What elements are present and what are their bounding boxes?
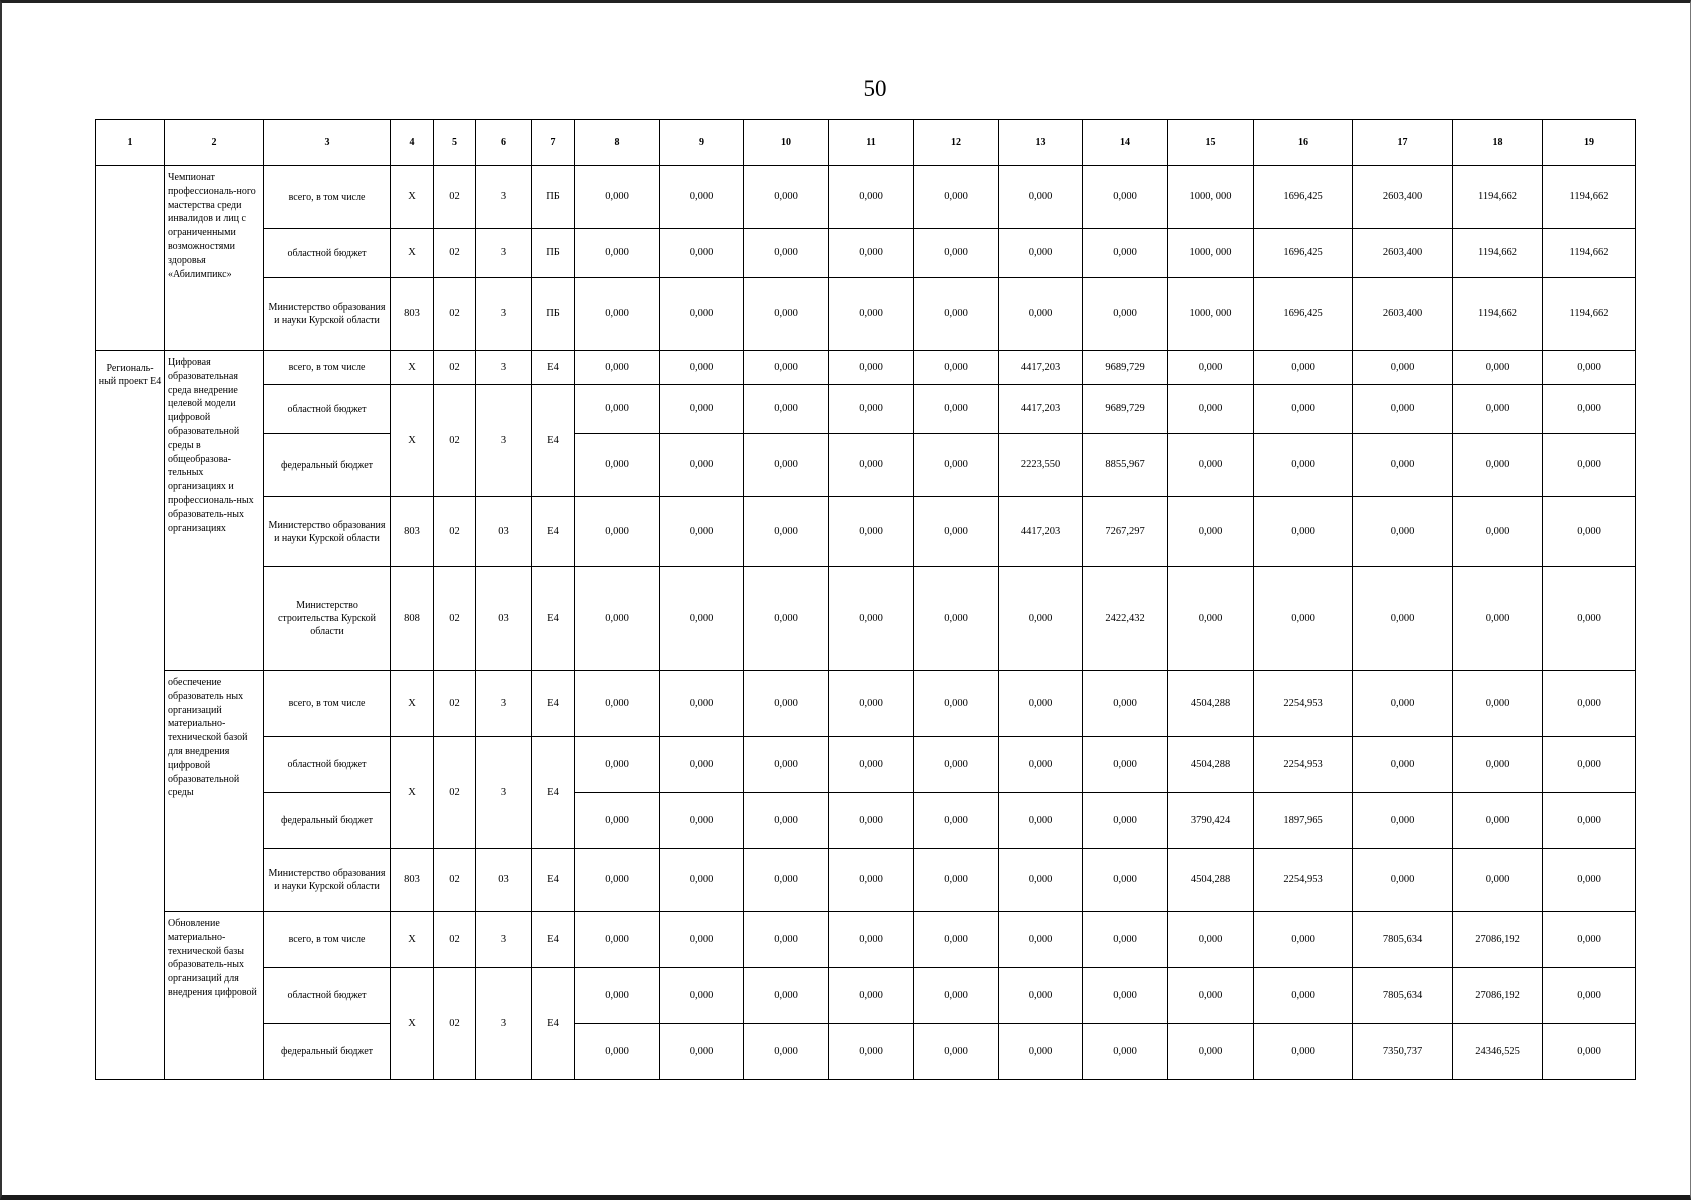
value-col-19: 0,000: [1543, 497, 1636, 567]
value-col-11: 0,000: [829, 434, 914, 497]
value-col-16: 1897,965: [1254, 793, 1353, 849]
code-c6: 3: [476, 737, 532, 849]
value-col-15: 1000, 000: [1168, 278, 1254, 351]
value-col-14: 0,000: [1083, 737, 1168, 793]
value-col-16: 1696,425: [1254, 229, 1353, 278]
value-col-9: 0,000: [660, 385, 744, 434]
value-col-18: 0,000: [1453, 737, 1543, 793]
value-col-17: 0,000: [1353, 434, 1453, 497]
value-col-14: 9689,729: [1083, 385, 1168, 434]
funding-source: областной бюджет: [264, 968, 391, 1024]
code-c5: 02: [434, 278, 476, 351]
value-col-13: 0,000: [999, 166, 1083, 229]
value-col-8: 0,000: [575, 497, 660, 567]
code-c5: 02: [434, 567, 476, 671]
value-col-8: 0,000: [575, 849, 660, 912]
table-row: [96, 737, 1636, 793]
value-col-12: 0,000: [914, 229, 999, 278]
code-c4: X: [391, 166, 434, 229]
funding-source: всего, в том числе: [264, 671, 391, 737]
value-col-10: 0,000: [744, 1024, 829, 1080]
value-col-8: 0,000: [575, 671, 660, 737]
header-cell-17: 17: [1353, 120, 1453, 166]
funding-source: Министерство строительства Курской области: [264, 567, 391, 671]
code-c6: 3: [476, 166, 532, 229]
code-c4: 803: [391, 849, 434, 912]
header-cell-7: 7: [532, 120, 575, 166]
header-cell-18: 18: [1453, 120, 1543, 166]
value-col-19: 1194,662: [1543, 278, 1636, 351]
code-c4: X: [391, 385, 434, 497]
funding-source: областной бюджет: [264, 229, 391, 278]
header-cell-4: 4: [391, 120, 434, 166]
header-cell-1: 1: [96, 120, 165, 166]
value-col-19: 0,000: [1543, 968, 1636, 1024]
value-col-12: 0,000: [914, 671, 999, 737]
value-col-9: 0,000: [660, 351, 744, 385]
value-col-18: 27086,192: [1453, 968, 1543, 1024]
code-c4: X: [391, 671, 434, 737]
header-cell-5: 5: [434, 120, 476, 166]
value-col-14: 0,000: [1083, 793, 1168, 849]
value-col-8: 0,000: [575, 1024, 660, 1080]
value-col-19: 0,000: [1543, 793, 1636, 849]
value-col-12: 0,000: [914, 912, 999, 968]
page-number: 50: [863, 76, 887, 101]
value-col-12: 0,000: [914, 351, 999, 385]
funding-source: областной бюджет: [264, 737, 391, 793]
header-cell-16: 16: [1254, 120, 1353, 166]
value-col-10: 0,000: [744, 434, 829, 497]
value-col-13: 0,000: [999, 229, 1083, 278]
value-col-9: 0,000: [660, 671, 744, 737]
value-col-13: 4417,203: [999, 385, 1083, 434]
value-col-9: 0,000: [660, 793, 744, 849]
value-col-19: 0,000: [1543, 434, 1636, 497]
code-c6: 3: [476, 385, 532, 497]
value-col-17: 0,000: [1353, 737, 1453, 793]
value-col-11: 0,000: [829, 351, 914, 385]
value-col-12: 0,000: [914, 434, 999, 497]
value-col-9: 0,000: [660, 434, 744, 497]
value-col-15: 0,000: [1168, 1024, 1254, 1080]
value-col-8: 0,000: [575, 912, 660, 968]
value-col-8: 0,000: [575, 351, 660, 385]
funding-source: федеральный бюджет: [264, 1024, 391, 1080]
activity-title: Чемпионат профессиональ-ного мастерства среди инвалидов и лиц с ограниченными возможностями здоровья «Абилимпикс»: [165, 166, 264, 351]
table-row: [96, 434, 1636, 497]
value-col-19: 1194,662: [1543, 229, 1636, 278]
header-cell-19: 19: [1543, 120, 1636, 166]
value-col-16: 0,000: [1254, 1024, 1353, 1080]
value-col-9: 0,000: [660, 166, 744, 229]
value-col-19: 0,000: [1543, 351, 1636, 385]
value-col-19: 0,000: [1543, 1024, 1636, 1080]
project-cell: Региональ-ный проект Е4: [96, 351, 165, 1080]
value-col-19: 0,000: [1543, 737, 1636, 793]
table-row: [96, 166, 1636, 229]
value-col-16: 0,000: [1254, 567, 1353, 671]
value-col-15: 4504,288: [1168, 671, 1254, 737]
value-col-19: 0,000: [1543, 385, 1636, 434]
code-c4: 808: [391, 567, 434, 671]
value-col-10: 0,000: [744, 671, 829, 737]
value-col-10: 0,000: [744, 351, 829, 385]
value-col-12: 0,000: [914, 278, 999, 351]
table-row: [96, 968, 1636, 1024]
value-col-8: 0,000: [575, 567, 660, 671]
header-cell-12: 12: [914, 120, 999, 166]
value-col-10: 0,000: [744, 737, 829, 793]
value-col-18: 0,000: [1453, 671, 1543, 737]
value-col-12: 0,000: [914, 1024, 999, 1080]
value-col-19: 0,000: [1543, 849, 1636, 912]
code-c6: 03: [476, 849, 532, 912]
funding-source: всего, в том числе: [264, 351, 391, 385]
value-col-9: 0,000: [660, 567, 744, 671]
value-col-16: 2254,953: [1254, 671, 1353, 737]
value-col-8: 0,000: [575, 434, 660, 497]
value-col-15: 4504,288: [1168, 737, 1254, 793]
funding-source: Министерство образования и науки Курской области: [264, 497, 391, 567]
value-col-18: 0,000: [1453, 497, 1543, 567]
value-col-18: 1194,662: [1453, 229, 1543, 278]
value-col-10: 0,000: [744, 229, 829, 278]
value-col-16: 0,000: [1254, 385, 1353, 434]
value-col-13: 0,000: [999, 278, 1083, 351]
code-c4: X: [391, 351, 434, 385]
code-c7: ПБ: [532, 278, 575, 351]
value-col-11: 0,000: [829, 166, 914, 229]
value-col-19: 0,000: [1543, 567, 1636, 671]
value-col-10: 0,000: [744, 968, 829, 1024]
value-col-18: 1194,662: [1453, 166, 1543, 229]
header-cell-6: 6: [476, 120, 532, 166]
code-c5: 02: [434, 671, 476, 737]
value-col-14: 0,000: [1083, 671, 1168, 737]
value-col-17: 2603,400: [1353, 166, 1453, 229]
value-col-14: 0,000: [1083, 229, 1168, 278]
value-col-8: 0,000: [575, 737, 660, 793]
value-col-13: 0,000: [999, 567, 1083, 671]
funding-source: Министерство образования и науки Курской области: [264, 849, 391, 912]
code-c4: 803: [391, 497, 434, 567]
code-c4: X: [391, 737, 434, 849]
header-cell-10: 10: [744, 120, 829, 166]
value-col-14: 7267,297: [1083, 497, 1168, 567]
value-col-16: 0,000: [1254, 351, 1353, 385]
value-col-13: 4417,203: [999, 497, 1083, 567]
code-c5: 02: [434, 166, 476, 229]
code-c6: 3: [476, 671, 532, 737]
code-c7: Е4: [532, 671, 575, 737]
value-col-11: 0,000: [829, 737, 914, 793]
value-col-18: 0,000: [1453, 385, 1543, 434]
project-cell: [96, 166, 165, 351]
table-row: [96, 793, 1636, 849]
value-col-15: 1000, 000: [1168, 166, 1254, 229]
value-col-18: 27086,192: [1453, 912, 1543, 968]
value-col-15: 4504,288: [1168, 849, 1254, 912]
value-col-14: 0,000: [1083, 1024, 1168, 1080]
value-col-14: 9689,729: [1083, 351, 1168, 385]
value-col-12: 0,000: [914, 385, 999, 434]
value-col-17: 2603,400: [1353, 229, 1453, 278]
code-c6: 03: [476, 497, 532, 567]
activity-title: Цифровая образовательная среда внедрение целевой модели цифровой образовательной среды в общеобразова-тельных организациях и профессиональ-ных образователь-ных организациях: [165, 351, 264, 671]
value-col-11: 0,000: [829, 1024, 914, 1080]
value-col-15: 3790,424: [1168, 793, 1254, 849]
value-col-13: 2223,550: [999, 434, 1083, 497]
value-col-14: 0,000: [1083, 849, 1168, 912]
value-col-18: 1194,662: [1453, 278, 1543, 351]
value-col-17: 0,000: [1353, 385, 1453, 434]
value-col-13: 4417,203: [999, 351, 1083, 385]
funding-source: федеральный бюджет: [264, 434, 391, 497]
table-row: [96, 229, 1636, 278]
value-col-15: 0,000: [1168, 912, 1254, 968]
value-col-17: 7805,634: [1353, 912, 1453, 968]
value-col-11: 0,000: [829, 385, 914, 434]
code-c7: Е4: [532, 385, 575, 497]
value-col-17: 0,000: [1353, 497, 1453, 567]
value-col-9: 0,000: [660, 737, 744, 793]
value-col-16: 1696,425: [1254, 278, 1353, 351]
code-c7: Е4: [532, 737, 575, 849]
value-col-11: 0,000: [829, 278, 914, 351]
code-c4: X: [391, 229, 434, 278]
code-c7: Е4: [532, 912, 575, 968]
value-col-9: 0,000: [660, 1024, 744, 1080]
value-col-15: 0,000: [1168, 968, 1254, 1024]
value-col-13: 0,000: [999, 793, 1083, 849]
header-cell-3: 3: [264, 120, 391, 166]
value-col-19: 0,000: [1543, 912, 1636, 968]
value-col-18: 0,000: [1453, 434, 1543, 497]
value-col-18: 0,000: [1453, 567, 1543, 671]
code-c5: 02: [434, 229, 476, 278]
value-col-8: 0,000: [575, 166, 660, 229]
table-body: [96, 120, 1636, 1080]
value-col-10: 0,000: [744, 385, 829, 434]
code-c7: Е4: [532, 968, 575, 1080]
value-col-15: 0,000: [1168, 385, 1254, 434]
code-c7: ПБ: [532, 166, 575, 229]
code-c6: 3: [476, 278, 532, 351]
value-col-10: 0,000: [744, 849, 829, 912]
value-col-18: 0,000: [1453, 351, 1543, 385]
code-c7: Е4: [532, 351, 575, 385]
value-col-12: 0,000: [914, 497, 999, 567]
table-row: [96, 671, 1636, 737]
value-col-12: 0,000: [914, 849, 999, 912]
value-col-15: 0,000: [1168, 497, 1254, 567]
value-col-14: 0,000: [1083, 968, 1168, 1024]
value-col-11: 0,000: [829, 671, 914, 737]
value-col-17: 0,000: [1353, 671, 1453, 737]
value-col-15: 0,000: [1168, 351, 1254, 385]
value-col-17: 7805,634: [1353, 968, 1453, 1024]
value-col-10: 0,000: [744, 567, 829, 671]
code-c5: 02: [434, 351, 476, 385]
value-col-13: 0,000: [999, 671, 1083, 737]
value-col-13: 0,000: [999, 737, 1083, 793]
value-col-16: 0,000: [1254, 434, 1353, 497]
funding-source: всего, в том числе: [264, 166, 391, 229]
value-col-16: 1696,425: [1254, 166, 1353, 229]
code-c6: 03: [476, 567, 532, 671]
value-col-18: 24346,525: [1453, 1024, 1543, 1080]
value-col-15: 0,000: [1168, 567, 1254, 671]
value-col-17: 0,000: [1353, 567, 1453, 671]
value-col-9: 0,000: [660, 278, 744, 351]
table-row: [96, 351, 1636, 385]
header-cell-9: 9: [660, 120, 744, 166]
header-row: [96, 120, 1636, 166]
value-col-17: 0,000: [1353, 351, 1453, 385]
value-col-8: 0,000: [575, 229, 660, 278]
value-col-12: 0,000: [914, 567, 999, 671]
value-col-14: 0,000: [1083, 278, 1168, 351]
value-col-8: 0,000: [575, 968, 660, 1024]
funding-source: областной бюджет: [264, 385, 391, 434]
table-row: [96, 1024, 1636, 1080]
activity-title: Обновление материально-технической базы образователь-ных организаций для внедрения цифровой: [165, 912, 264, 1080]
value-col-8: 0,000: [575, 793, 660, 849]
table-row: [96, 912, 1636, 968]
value-col-10: 0,000: [744, 793, 829, 849]
value-col-16: 2254,953: [1254, 849, 1353, 912]
code-c5: 02: [434, 385, 476, 497]
header-cell-15: 15: [1168, 120, 1254, 166]
value-col-13: 0,000: [999, 849, 1083, 912]
code-c7: Е4: [532, 567, 575, 671]
code-c4: 803: [391, 278, 434, 351]
value-col-18: 0,000: [1453, 849, 1543, 912]
code-c5: 02: [434, 912, 476, 968]
value-col-9: 0,000: [660, 912, 744, 968]
table-row: [96, 849, 1636, 912]
code-c6: 3: [476, 912, 532, 968]
value-col-19: 1194,662: [1543, 166, 1636, 229]
value-col-13: 0,000: [999, 912, 1083, 968]
value-col-10: 0,000: [744, 912, 829, 968]
value-col-14: 0,000: [1083, 912, 1168, 968]
value-col-11: 0,000: [829, 793, 914, 849]
value-col-17: 0,000: [1353, 793, 1453, 849]
value-col-8: 0,000: [575, 385, 660, 434]
table-row: [96, 385, 1636, 434]
value-col-11: 0,000: [829, 968, 914, 1024]
value-col-11: 0,000: [829, 497, 914, 567]
value-col-11: 0,000: [829, 229, 914, 278]
value-col-16: 0,000: [1254, 968, 1353, 1024]
value-col-11: 0,000: [829, 849, 914, 912]
code-c5: 02: [434, 737, 476, 849]
code-c5: 02: [434, 497, 476, 567]
value-col-15: 0,000: [1168, 434, 1254, 497]
value-col-15: 1000, 000: [1168, 229, 1254, 278]
value-col-10: 0,000: [744, 166, 829, 229]
header-cell-11: 11: [829, 120, 914, 166]
code-c7: Е4: [532, 497, 575, 567]
header-cell-2: 2: [165, 120, 264, 166]
code-c6: 3: [476, 229, 532, 278]
value-col-17: 0,000: [1353, 849, 1453, 912]
value-col-13: 0,000: [999, 968, 1083, 1024]
value-col-11: 0,000: [829, 567, 914, 671]
code-c6: 3: [476, 351, 532, 385]
header-cell-13: 13: [999, 120, 1083, 166]
value-col-10: 0,000: [744, 278, 829, 351]
value-col-12: 0,000: [914, 793, 999, 849]
value-col-16: 0,000: [1254, 912, 1353, 968]
value-col-9: 0,000: [660, 968, 744, 1024]
value-col-17: 2603,400: [1353, 278, 1453, 351]
code-c7: ПБ: [532, 229, 575, 278]
header-cell-8: 8: [575, 120, 660, 166]
value-col-16: 2254,953: [1254, 737, 1353, 793]
table-row: [96, 497, 1636, 567]
value-col-12: 0,000: [914, 166, 999, 229]
code-c7: Е4: [532, 849, 575, 912]
activity-title: обеспечение образователь ных организаций материально-технической базой для внедрения цифровой образовательной среды: [165, 671, 264, 912]
value-col-14: 2422,432: [1083, 567, 1168, 671]
value-col-12: 0,000: [914, 737, 999, 793]
value-col-9: 0,000: [660, 849, 744, 912]
value-col-13: 0,000: [999, 1024, 1083, 1080]
code-c5: 02: [434, 849, 476, 912]
value-col-9: 0,000: [660, 497, 744, 567]
value-col-8: 0,000: [575, 278, 660, 351]
funding-source: федеральный бюджет: [264, 793, 391, 849]
code-c4: X: [391, 912, 434, 968]
value-col-14: 0,000: [1083, 166, 1168, 229]
funding-source: всего, в том числе: [264, 912, 391, 968]
value-col-11: 0,000: [829, 912, 914, 968]
value-col-14: 8855,967: [1083, 434, 1168, 497]
budget-table: [95, 119, 1636, 1080]
code-c5: 02: [434, 968, 476, 1080]
value-col-10: 0,000: [744, 497, 829, 567]
code-c4: X: [391, 968, 434, 1080]
value-col-17: 7350,737: [1353, 1024, 1453, 1080]
value-col-9: 0,000: [660, 229, 744, 278]
header-cell-14: 14: [1083, 120, 1168, 166]
value-col-16: 0,000: [1254, 497, 1353, 567]
table-row: [96, 567, 1636, 671]
table-row: [96, 278, 1636, 351]
value-col-19: 0,000: [1543, 671, 1636, 737]
value-col-18: 0,000: [1453, 793, 1543, 849]
code-c6: 3: [476, 968, 532, 1080]
value-col-12: 0,000: [914, 968, 999, 1024]
funding-source: Министерство образования и науки Курской области: [264, 278, 391, 351]
